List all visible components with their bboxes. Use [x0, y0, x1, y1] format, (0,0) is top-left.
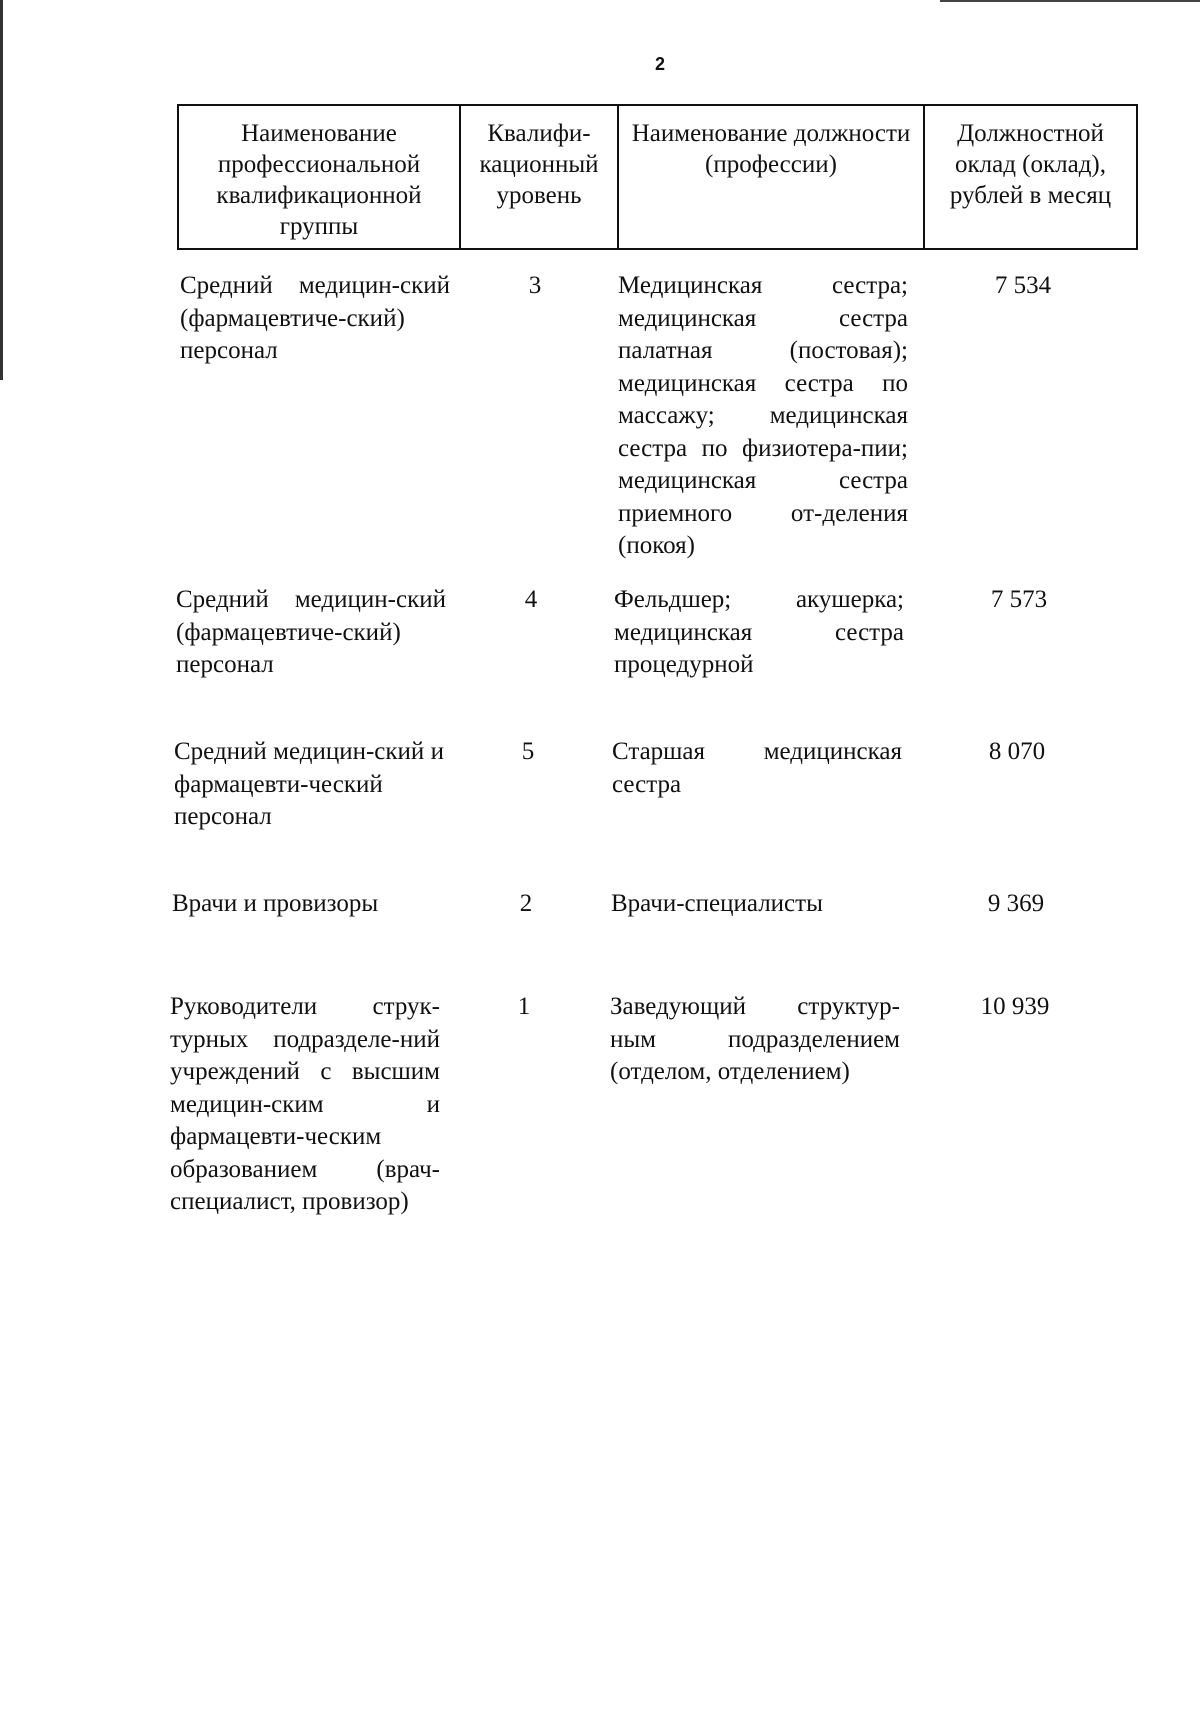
- row-level: 4: [524, 586, 538, 613]
- header-position: Наименование должности (профессии): [618, 105, 924, 249]
- row-salary: 9 369: [987, 890, 1045, 917]
- row-salary: 8 070: [988, 738, 1046, 765]
- table-header-row: [178, 105, 1137, 249]
- header-level: Квалифи-кационный уровень: [460, 105, 618, 249]
- header-salary: Должностной оклад (оклад), рублей в месяц: [924, 105, 1137, 249]
- header-group: Наименование профессиональной квалификационной группы: [178, 105, 460, 249]
- row-group: Руководители струк-турных подразделе-ний учреждений с высшим медицин-ским и фармацевти-ческим образованием (врач-специалист, провизор): [170, 993, 440, 1215]
- row-group: Средний медицин-ский (фармацевтиче-ский) персонал: [180, 272, 450, 364]
- row-salary: 7 534: [994, 272, 1052, 299]
- row-position: Заведующий структур-ным подразделением (отделом, отделением): [610, 993, 900, 1085]
- page-number: 2: [654, 54, 665, 74]
- table-header: [177, 104, 1138, 250]
- row-level: 2: [519, 890, 533, 917]
- row-level: 3: [528, 272, 542, 299]
- row-level: 1: [517, 993, 531, 1020]
- row-salary: 10 939: [980, 993, 1050, 1020]
- row-position: Фельдшер; акушерка; медицинская сестра процедурной: [614, 586, 904, 678]
- row-group: Средний медицин-ский и фармацевти-ческий персонал: [174, 738, 444, 830]
- row-group: Врачи и провизоры: [172, 890, 379, 917]
- row-position: Медицинская сестра; медицинская сестра палатная (постовая); медицинская сестра по массажу; медицинская сестра по физиотера-пии; медицинская сестра приемного от-деления (покоя): [618, 272, 908, 559]
- row-position: Старшая медицинская сестра: [612, 738, 902, 798]
- row-level: 5: [521, 738, 535, 765]
- scan-edge-top: [940, 0, 1200, 2]
- row-salary: 7 573: [990, 586, 1048, 613]
- row-position: Врачи-специалисты: [611, 890, 823, 917]
- row-group: Средний медицин-ский (фармацевтиче-ский) персонал: [176, 586, 446, 678]
